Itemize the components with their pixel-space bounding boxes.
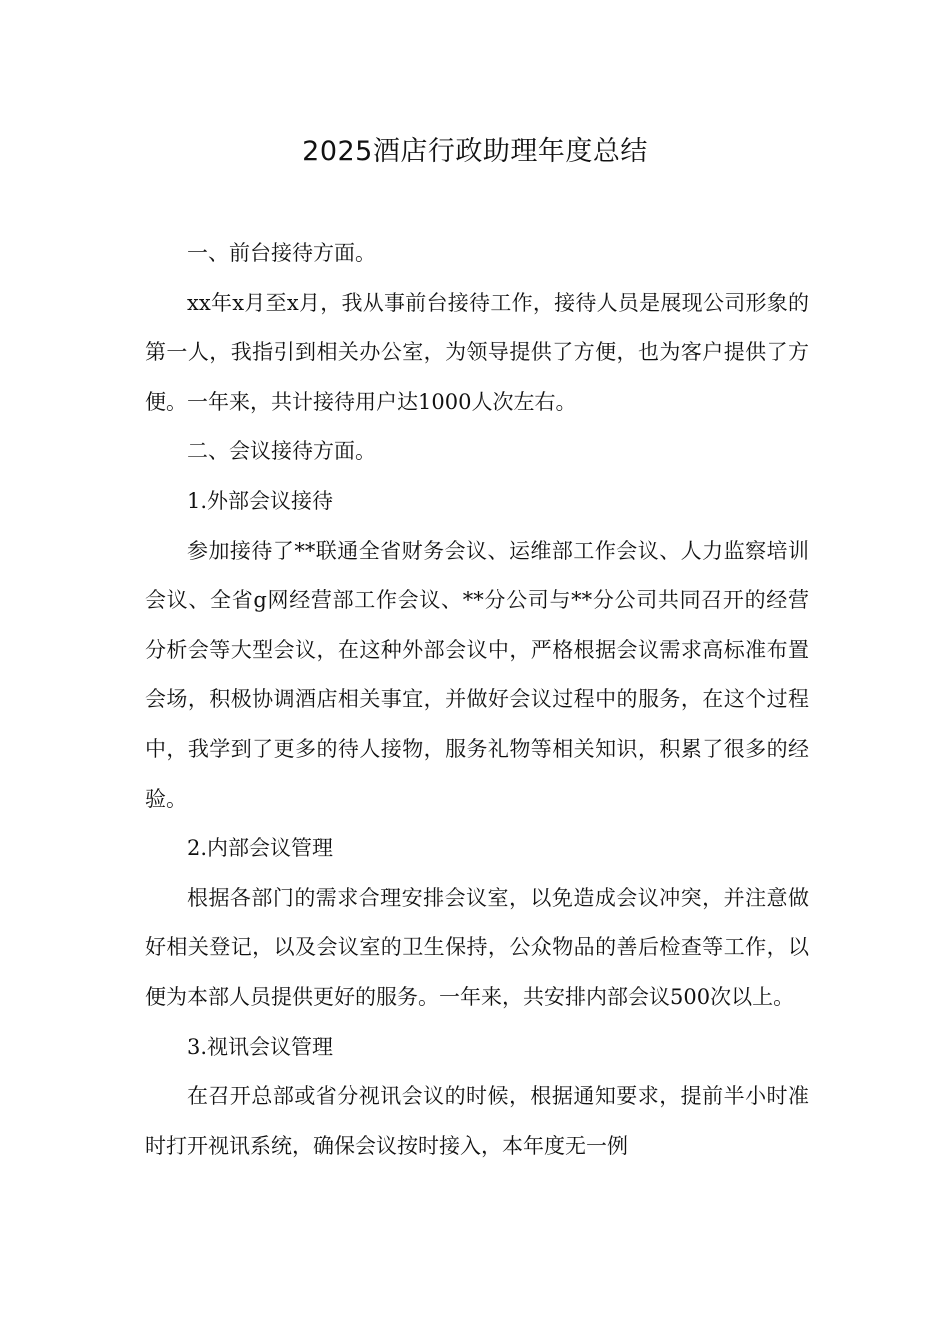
section-heading-meetings: 二、会议接待方面。 bbox=[187, 439, 376, 464]
subheading-internal-meetings: 2.内部会议管理 bbox=[187, 836, 334, 861]
subheading-video-meetings: 3.视讯会议管理 bbox=[187, 1034, 334, 1059]
section-heading-front-desk: 一、前台接待方面。 bbox=[187, 241, 376, 265]
paragraph-video-meetings: 在召开总部或省分视讯会议的时候，根据通知要求，提前半小时准时打开视讯系统，确保会议按时接入，本年度无一例 bbox=[145, 1084, 809, 1158]
document-title: 2025酒店行政助理年度总结 bbox=[302, 136, 648, 167]
paragraph-front-desk: xx年x月至x月，我从事前台接待工作，接待人员是展现公司形象的第一人，我指引到相关办公室，为领导提供了方便，也为客户提供了方便。一年来，共计接待用户达1000人次左右。 bbox=[145, 290, 809, 414]
paragraph-external-meetings: 参加接待了**联通全省财务会议、运维部工作会议、人力监察培训会议、全省g网经营部工作会议、**分公司与**分公司共同召开的经营分析会等大型会议，在这种外部会议中，严格根据会议需求高标准布置会场，积极协调酒店相关事宜，并做好会议过程中的服务，在这个过程中，我学到了更多的待人接物，服务礼物等相关知识，积累了很多的经验。 bbox=[145, 538, 809, 811]
document-body bbox=[145, 229, 809, 1171]
paragraph-internal-meetings: 根据各部门的需求合理安排会议室，以免造成会议冲突，并注意做好相关登记，以及会议室的卫生保持，公众物品的善后检查等工作，以便为本部人员提供更好的服务。一年来，共安排内部会议500次以上。 bbox=[145, 885, 809, 1009]
subheading-external-meetings: 1.外部会议接待 bbox=[187, 488, 334, 513]
